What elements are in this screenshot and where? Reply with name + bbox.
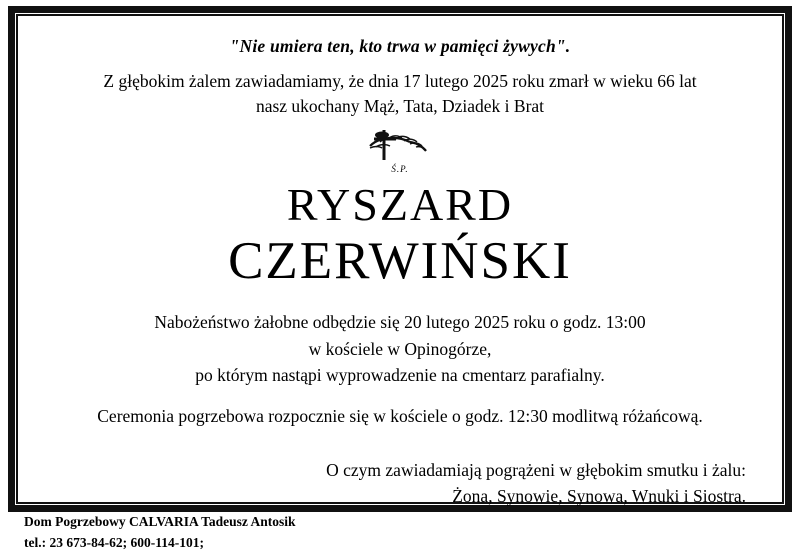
service-line-2: w kościele w Opinogórze, [308, 338, 492, 359]
funeral-home-name: Dom Pogrzebowy CALVARIA Tadeusz Antosik [24, 514, 296, 530]
service-line-1: Nabożeństwo żałobne odbędzie się 20 lutego 2025 roku o godz. 13:00 [154, 312, 646, 333]
announcement-text [28, 69, 772, 120]
announcement-line-2: nasz ukochany Mąż, Tata, Dziadek i Brat [255, 96, 545, 117]
cross-and-palm-icon [340, 126, 460, 174]
funeral-home-footer [24, 512, 296, 554]
service-line-3: po którym nastąpi wyprowadzenie na cmentarz parafialny. [195, 364, 605, 385]
notice-content [28, 24, 772, 507]
funeral-home-phone: tel.: 23 673-84-62; 600-114-101; [24, 535, 204, 551]
ceremony-details: Ceremonia pogrzebowa rozpocznie się w kościele o godz. 12:30 modlitwą różańcową. [97, 406, 703, 427]
deceased-last-name: CZERWIŃSKI [228, 232, 572, 291]
family-signature [28, 457, 772, 510]
emblem-container [28, 126, 772, 174]
closing-line-1: O czym zawiadamiają pogrążeni w głębokim smutku i żalu: [326, 460, 746, 481]
announcement-line-1: Z głębokim żalem zawiadamiamy, że dnia 17 lutego 2025 roku zmarł w wieku 66 lat [103, 71, 697, 91]
memorial-quote: "Nie umiera ten, kto trwa w pamięci żywych". [229, 36, 571, 56]
closing-line-2: Żona, Synowie, Synowa, Wnuki i Siostra. [452, 486, 746, 507]
sp-label: Ś.P. [391, 163, 409, 174]
service-details [28, 309, 772, 388]
deceased-first-name: RYSZARD [286, 178, 514, 230]
